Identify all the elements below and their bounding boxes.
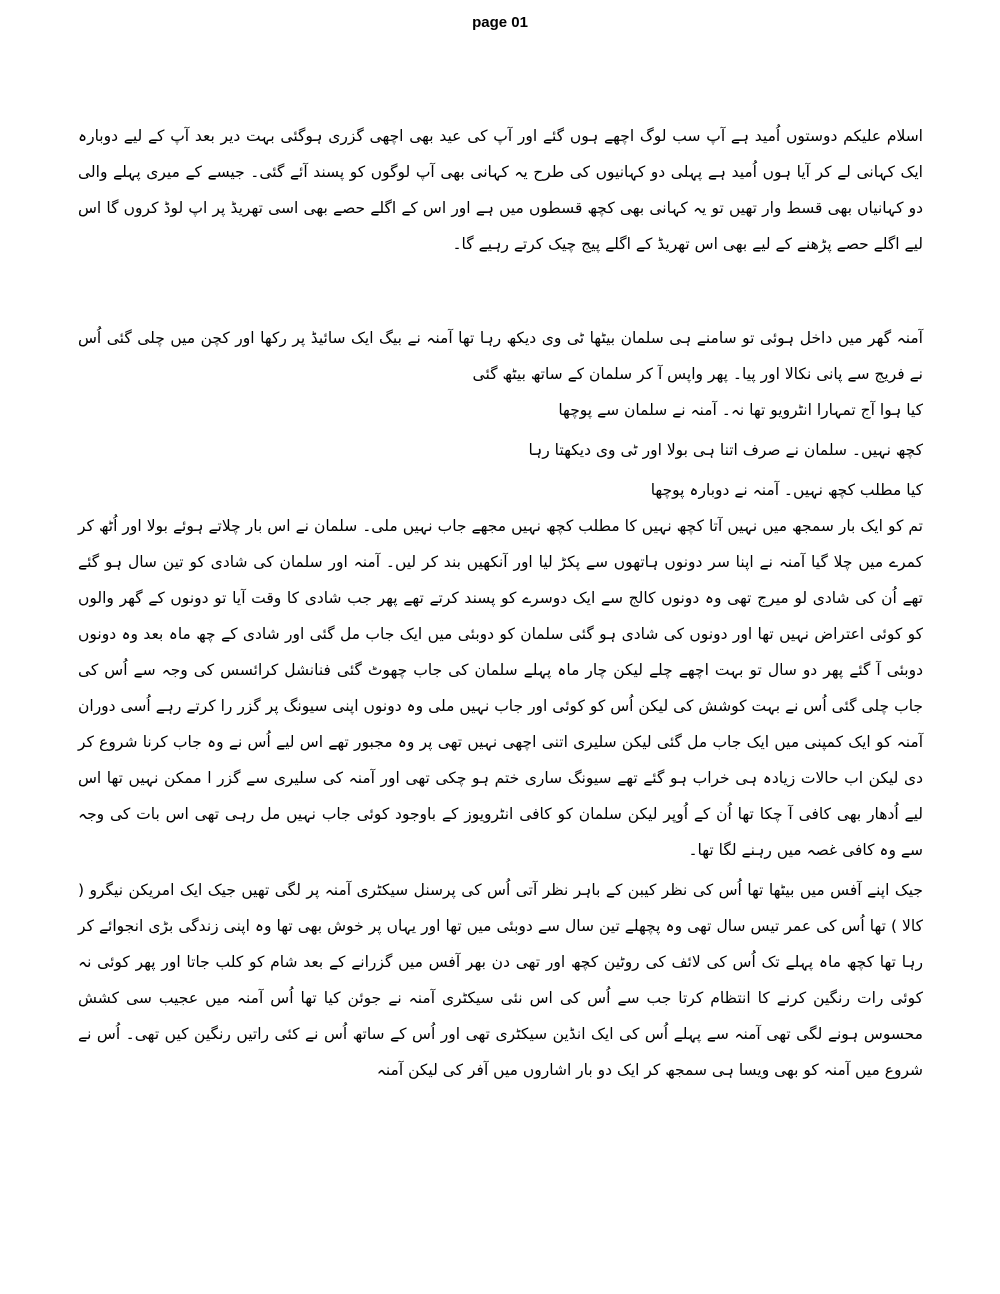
dialogue-line-3: کیا مطلب کچھ نہیں۔ آمنہ نے دوبارہ پوچھا	[650, 481, 923, 499]
dialogue-line-2: کچھ نہیں۔ سلمان نے صرف اتنا ہی بولا اور ٹی وی دیکھتا رہا	[528, 441, 923, 459]
story-paragraph-2: تم کو ایک بار سمجھ میں نہیں آتا کچھ نہیں کا مطلب کچھ نہیں مجھے جاب نہیں ملی۔ سلمان نے اس بار چلاتے ہوئے بولا اور اُٹھ کر کمرے میں چلا گیا آمنہ نے اپنا سر دونوں ہاتھوں سے پکڑ لیا اور آنکھیں بند کر لیں۔ آمنہ اور سلمان کی شادی کو تین سال ہو گئے تھے اُن کی شادی لو میرج تھی وہ دونوں کالج سے ایک دوسرے کو پسند کرتے تھے پھر جب شادی کا وقت آیا تو دونوں کے گھر والوں کو کوئی اعتراض نہیں تھا اور دونوں کی شادی ہو گئی سلمان کو دوبئی میں ایک جاب مل گئی اور شادی کے چھ ماہ بعد وہ دونوں دوبئی آ گئے پھر دو سال تو بہت اچھے چلے لیکن چار ماہ پہلے سلمان کی جاب چھوٹ گئی فنانشل کرائسس کی وجہ سے اُس کی جاب چلی گئی اُس نے بہت کوشش کی لیکن اُس کو کوئی اور جاب نہیں ملی وہ دونوں اپنی سیونگ پر گزر را کرتے رہے اُسی دوران آمنہ کو ایک کمپنی میں ایک جاب مل گئی لیکن سلیری اتنی اچھی نہیں تھی پر وہ مجبور تھے اس لیے اُس نے وہ جاب کرنا شروع کر دی لیکن اب حالات زیادہ ہی خراب ہو گئے تھے سیونگ ساری ختم ہو چکی تھی اور آمنہ کی سلیری سے گزر ا ممکن نہیں تھا اس لیے اُدھار بھی کافی آ چکا تھا اُن کے اُوپر لیکن سلمان کو کافی انٹرویوز کے باوجود کوئی جاب نہیں مل رہی تھی اس بات کی وجہ سے وہ کافی غصہ میں رہنے لگا تھا۔	[78, 517, 923, 859]
document-body	[78, 118, 923, 1088]
story-paragraph-1: آمنہ گھر میں داخل ہوئی تو سامنے ہی سلمان بیٹھا ٹی وی دیکھ رہا تھا آمنہ نے بیگ ایک سائیڈ پر رکھا اور کچن میں چلی گئی اُس نے فریج سے پانی نکالا اور پیا۔ پھر واپس آ کر سلمان کے ساتھ بیٹھ گئی	[78, 329, 923, 383]
dialogue-line-1: کیا ہوا آج تمہارا انٹرویو تھا نہ۔ آمنہ نے سلمان سے پوچھا	[558, 401, 923, 419]
intro-paragraph: اسلام علیکم دوستوں اُمید ہے آپ سب لوگ اچھے ہوں گئے اور آپ کی عید بھی اچھی گزری ہوگئی بہت دیر بعد آپ کے لیے دوبارہ ایک کہانی لے کر آیا ہوں اُمید ہے پہلی دو کہانیوں کی طرح یہ کہانی بھی آپ لوگوں کو پسند آئے گئی۔ جیسے کے میری پہلے والی دو کہانیاں بھی قسط وار تھیں تو یہ کہانی بھی کچھ قسطوں میں ہے اور اس کے اگلے حصے بھی اسی تھریڈ پر اپ لوڈ کروں گا اس لیے اگلے حصے پڑھنے کے لیے بھی اس تھریڈ کے اگلے پیج چیک کرتے رہیے گا۔	[78, 127, 923, 253]
story-paragraph-3: جیک اپنے آفس میں بیٹھا تھا اُس کی نظر کیبن کے باہر نظر آتی اُس کی پرسنل سیکٹری آمنہ پر لگی تھیں جیک ایک امریکن نیگرو ( کالا ) تھا اُس کی عمر تیس سال تھی وہ پچھلے تین سال سے دوبئی میں تھا اور یہاں پر خوش بھی تھا وہ اپنی زندگی بڑی انجوائے کر رہا تھا کچھ ماہ پہلے تک اُس کی لائف کی روٹین کچھ اور تھی دن بھر آفس میں گزرانے کے بعد شام کو کلب جاتا اور پھر کوئی نہ کوئی رات رنگین کرنے کا انتظام کرتا جب سے اُس کی اس نئی سیکٹری آمنہ نے جوئن کیا تھا اُس آمنہ میں عجیب سی کشش محسوس ہونے لگی تھی آمنہ سے پہلے اُس کی ایک انڈین سیکٹری تھی اور اُس کے ساتھ اُس نے کئی راتیں رنگین کیں تھی۔ اُس نے شروع میں آمنہ کو بھی ویسا ہی سمجھ کر ایک دو بار اشاروں میں آفر کی لیکن آمنہ	[78, 881, 923, 1079]
page-number-header: page 01	[472, 14, 528, 31]
